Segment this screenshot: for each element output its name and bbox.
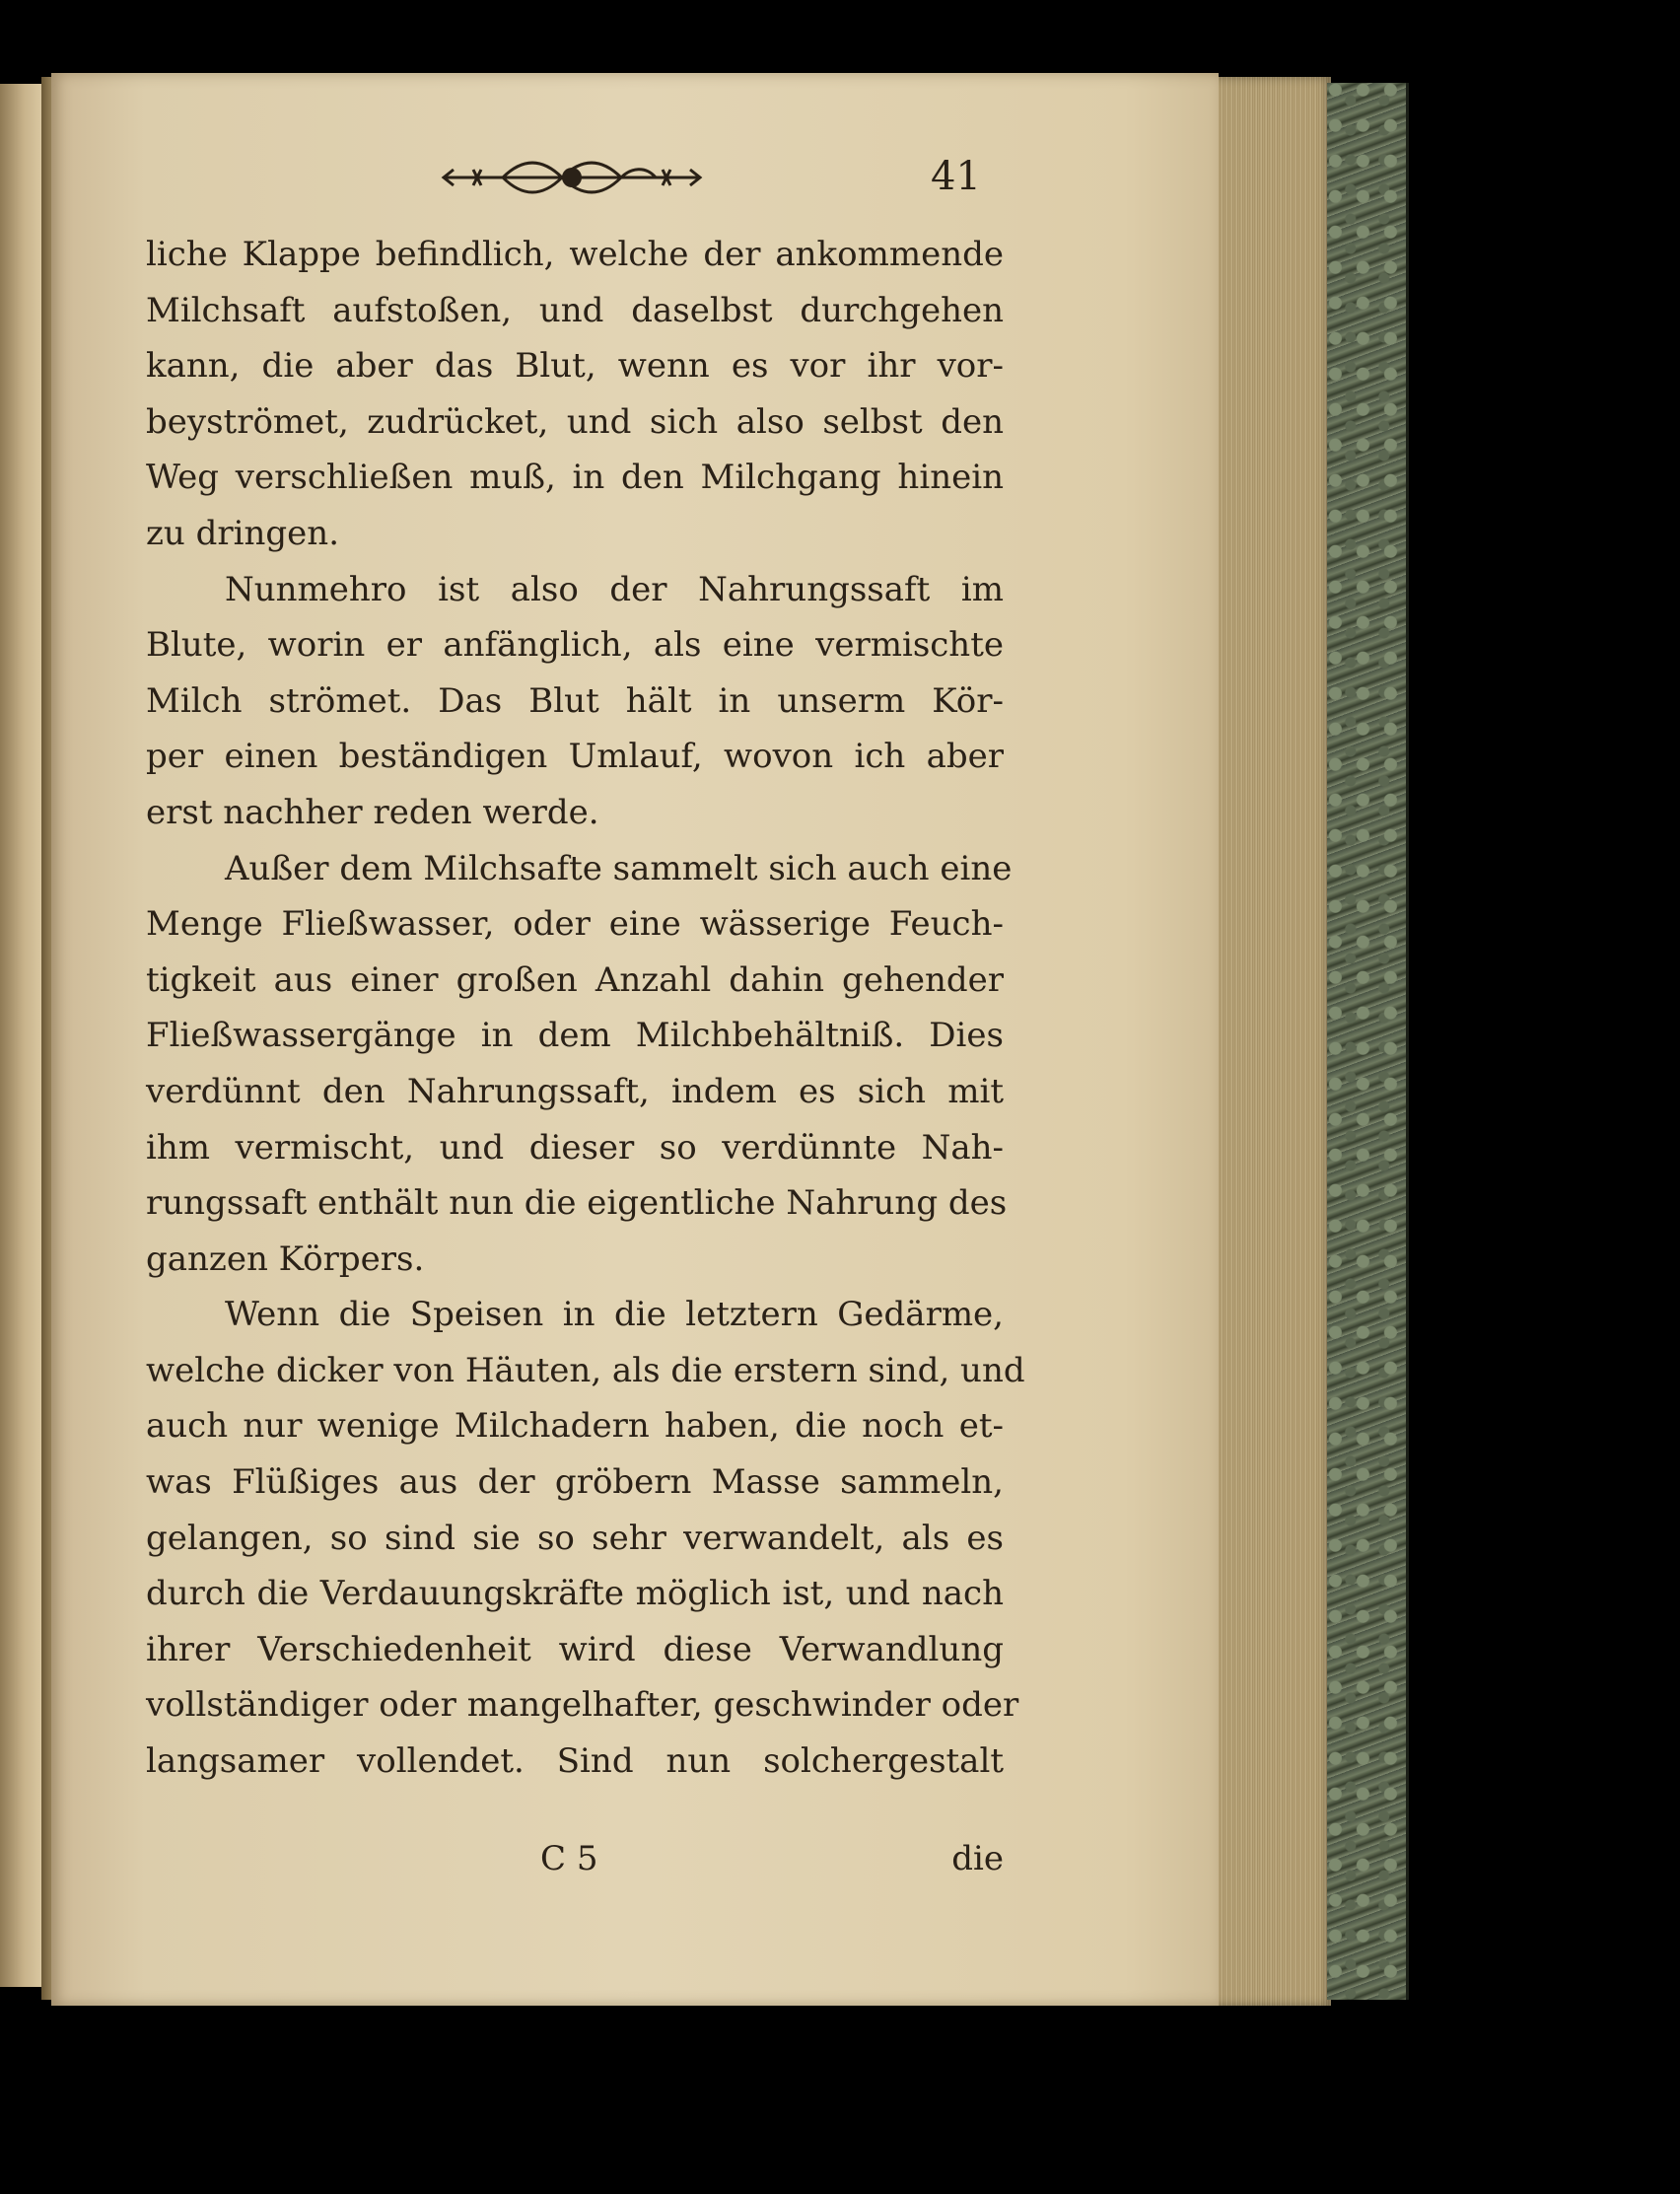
text-line: beyströmet, zudrücket, und sich also selbst den [146, 401, 1004, 442]
text-line: auch nur wenige Milchadern haben, die noch et- [146, 1406, 1004, 1447]
text-line: Außer dem Milchsafte sammelt sich auch eine [225, 848, 1013, 888]
text-line: tigkeit aus einer großen Anzahl dahin gehender [146, 959, 1004, 1000]
text-line: welche dicker von Häuten, als die erstern sind, und [146, 1350, 1025, 1390]
text-line: Weg verschließen muß, in den Milchgang hinein [146, 458, 1004, 498]
catchword: die [951, 1839, 1004, 1878]
text-line: durch die Verdauungskräfte möglich ist, und nach [146, 1574, 1004, 1614]
ornament-icon [434, 148, 710, 207]
text-line: Blute, worin er anfänglich, als eine vermischte [146, 625, 1004, 666]
text-line: Menge Fließwasser, oder eine wässerige Feuch- [146, 904, 1004, 945]
text-line: liche Klappe befindlich, welche der ankommende [146, 235, 1004, 274]
text-line: Milch strömet. Das Blut hält in unserm Kör- [146, 680, 1004, 721]
text-line: langsamer vollendet. Sind nun solchergestalt [146, 1741, 1004, 1782]
text-line: ihm vermischt, und dieser so verdünnte Nah- [146, 1127, 1004, 1168]
signature-mark: C 5 [540, 1839, 598, 1878]
text-line: per einen beständigen Umlauf, wovon ich aber [146, 737, 1004, 777]
text-line: verdünnt den Nahrungssaft, indem es sich mit [146, 1071, 1004, 1111]
text-line: ganzen Körpers. [146, 1239, 425, 1279]
text-line: Nunmehro ist also der Nahrungssaft im [225, 569, 1004, 609]
text-line: zu dringen. [146, 513, 339, 553]
text-line: erst nachher reden werde. [146, 792, 599, 832]
body-text [146, 227, 1025, 1790]
text-line: rungssaft enthält nun die eigentliche Nahrung des [146, 1183, 1008, 1224]
text-line: kann, die aber das Blut, wenn es vor ihr vor- [146, 346, 1004, 387]
page-block-edge [1209, 77, 1331, 2006]
text-line: Milchsaft aufstoßen, und daselbst durchgehen [146, 290, 1004, 330]
page-footer [146, 1839, 1004, 1888]
text-line: Fließwassergänge in dem Milchbehältniß. Dies [146, 1016, 1004, 1056]
text-line: was Flüßiges aus der gröbern Masse sammeln, [146, 1462, 1004, 1503]
text-line: gelangen, so sind sie so sehr verwandelt, als es [146, 1518, 1004, 1558]
page-header [434, 148, 1232, 207]
marbled-cover [1327, 83, 1409, 2000]
text-line: ihrer Verschiedenheit wird diese Verwandlung [146, 1629, 1004, 1669]
page-number: 41 [931, 154, 981, 199]
text-line: vollständiger oder mangelhafter, geschwinder oder [146, 1685, 1019, 1726]
facing-page-edge [0, 84, 41, 1987]
text-line: Wenn die Speisen in die letztern Gedärme, [225, 1295, 1004, 1335]
